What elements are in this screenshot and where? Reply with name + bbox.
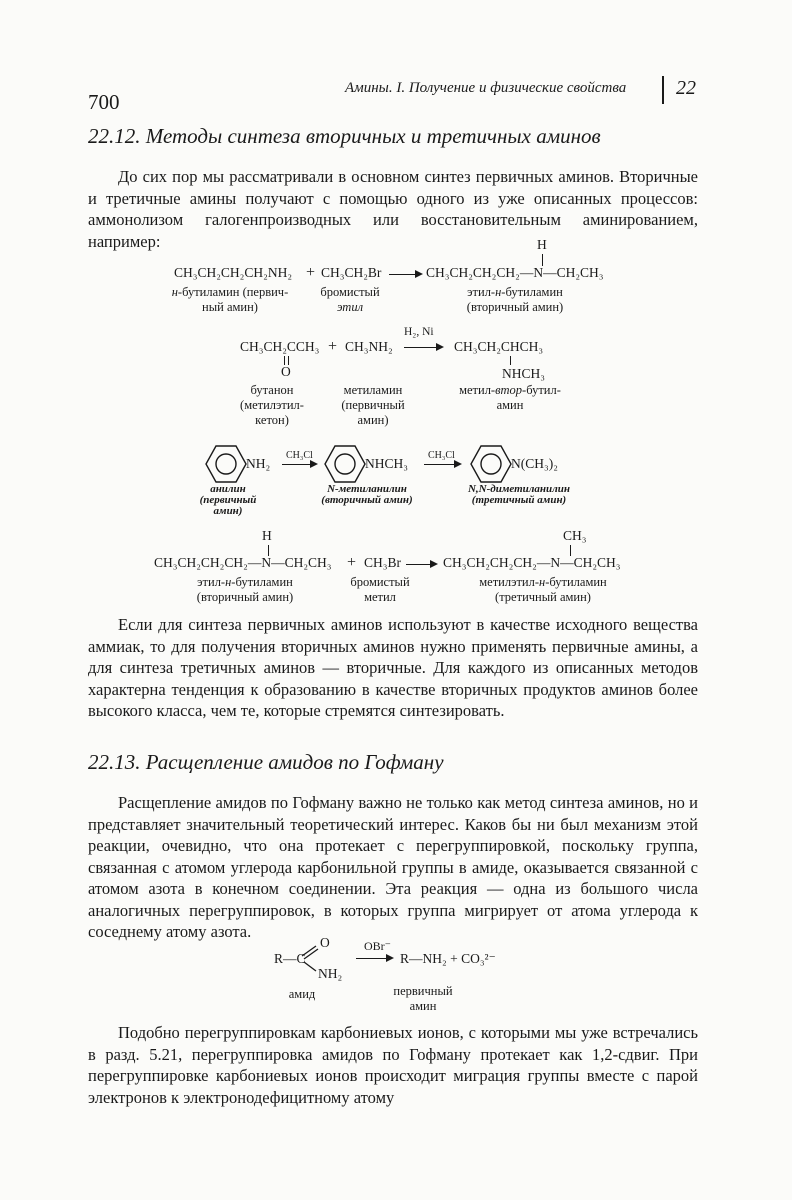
r2-conditions: H₂, Ni [404, 326, 434, 338]
r1-reactant-1: CH₃CH₂CH₂CH₂NH₂ [174, 265, 293, 280]
r4-label-3 [468, 575, 618, 605]
r4-label-2 [340, 575, 420, 605]
r2-arrow [404, 347, 442, 348]
r4-l1-end: -бутиламин [231, 575, 293, 589]
r1-plus: + [306, 264, 316, 281]
r3-label-3: N,N-диметиланилин (третичный амин) [467, 483, 571, 506]
r2-label-1: бутанон (метилэтил- кетон) [240, 383, 304, 427]
r2-reactant-1: CH₃CH₂CCH₃ [240, 339, 320, 354]
r3-reagent-1: CH₃Cl [286, 450, 313, 461]
hofmann-paragraph-1 [88, 792, 698, 943]
r4-l3-end: -бутиламин [545, 575, 607, 589]
r1-l1-italic: н [171, 285, 178, 299]
r1-arrow [389, 274, 421, 275]
r4-arrow [406, 564, 436, 565]
r4-h-atom: H [262, 528, 272, 543]
r4-l2-line2: метил [364, 590, 396, 604]
hofmann-text-2: Подобно перегруппировкам карбониевых ионов, с которыми мы уже встречались в разд. 5.21, перегруппировка амидов по Гофману протекает как 1,2-сдвиг. При перегруппировке карбониевых ионов происходит миграция группы вместе с парой электронов к электронодефицитному атому [88, 1023, 698, 1107]
hr-r-group: R—C [274, 951, 306, 966]
r4-plus: + [347, 554, 357, 571]
r1-reactant-2: CH₃CH₂Br [321, 265, 382, 280]
r1-reactant-2-label [310, 285, 390, 315]
r1-h-atom: H [537, 237, 547, 252]
r4-l3-line2: (третичный амин) [495, 590, 591, 604]
r4-reactant-1: CH₃CH₂CH₂CH₂—N—CH₂CH₃ [154, 555, 332, 570]
r4-reactant-2: CH₃Br [364, 555, 401, 570]
r1-l2-line1: бромистый [320, 285, 380, 299]
r4-l1-line2: (вторичный амин) [196, 590, 294, 604]
r1-l1-rest: -бутиламин (первич- [177, 285, 289, 299]
hr-label-1: амид [288, 987, 316, 1001]
r2-label-3 [440, 383, 580, 413]
section-title-22-13: 22.13. Расщепление амидов по Гофману [88, 750, 444, 774]
header-divider [662, 76, 664, 104]
hofmann-paragraph-2 [88, 1022, 698, 1108]
r3-reagent-2: CH₃Cl [428, 450, 455, 461]
r2-l3-italic: втор [495, 383, 523, 397]
r1-l2-line2: этил [336, 300, 364, 314]
section-title-22-12: 22.12. Методы синтеза вторичных и третичных аминов [88, 124, 601, 148]
page-number: 700 [88, 90, 120, 114]
chapter-number: 22 [676, 77, 696, 99]
r4-l3-italic: н [539, 575, 546, 589]
r4-l3-start: метилэтил- [479, 575, 540, 589]
r4-methyl: CH₃ [563, 528, 587, 543]
hofmann-text-1: Расщепление амидов по Гофману важно не только как метод синтеза аминов, но и представляет значительный теоретический интерес. Каков бы ни был механизм этой реакции, очевидно, что она протекает с перегруппировкой, поскольку группа, связанная с атомом углерода карбонильной группы в амиде, оказывается связанной с атомом азота в конечном соединении. Эта реакция — одна из большого числа аналогичных перегруппировок, в которых группа мигрирует от атома углерода к соседнему атому азота. [88, 793, 698, 941]
r4-product: CH₃CH₂CH₂CH₂—N—CH₂CH₃ [443, 555, 621, 570]
r1-product-label [445, 285, 585, 315]
r1-l3-italic: н [495, 285, 502, 299]
benzene-ring-3 [470, 444, 512, 484]
r3-ring1-group: NH₂ [246, 456, 271, 471]
hr-label-2: первичный амин [393, 984, 453, 1013]
r3-label-1: анилин (первичный амин) [199, 483, 257, 517]
intro-text: До сих пор мы рассматривали в основном синтез первичных аминов. Вторичные и третичные амины получают с помощью одного из уже описанных процессов: аммонолизом галогенпроизводных или восстановительным аминированием, например: [88, 167, 698, 251]
r1-l3-line2: (вторичный амин) [466, 300, 564, 314]
r3-arrow-1 [282, 464, 316, 465]
r2-l3-end: -бутил- [522, 383, 561, 397]
r2-plus: + [328, 338, 338, 355]
conclusion-text: Если для синтеза первичных аминов используют в качестве исходного вещества аммиак, то для получения вторичных аминов нужно применять первичные амины, а для синтеза третичных аминов — вторичные. Для каждого из описанных методов характерна тенденция к образованию в качестве вторичных продуктов аминов более высокого класса, чем те, которые стремятся синтезировать. [88, 615, 698, 720]
r3-label-2: N-метиланилин (вторичный амин) [321, 483, 413, 506]
r1-l3-end: -бутиламин [501, 285, 563, 299]
hr-nh2: NH₂ [318, 966, 343, 981]
hr-arrow [356, 958, 392, 959]
r4-label-1 [180, 575, 310, 605]
r1-reactant-1-label [160, 285, 300, 315]
r2-l3-line2: амин [496, 398, 524, 412]
r4-l1-start: этил- [197, 575, 226, 589]
r4-l1-italic: н [225, 575, 232, 589]
r1-product: CH₃CH₂CH₂CH₂—N—CH₂CH₃ [426, 265, 604, 280]
hr-products: R—NH₂ + CO₃²⁻ [400, 951, 496, 966]
r3-ring3-group: N(CH₃)₂ [511, 456, 558, 471]
r2-l3-start: метил- [459, 383, 496, 397]
r2-label-2: метиламин (первичный амин) [341, 383, 405, 427]
r1-l1-line2: ный амин) [202, 300, 258, 314]
conclusion-paragraph [88, 614, 698, 722]
r3-arrow-2 [424, 464, 460, 465]
r2-reactant-2: CH₃NH₂ [345, 339, 393, 354]
r1-l3-start: этил- [467, 285, 496, 299]
intro-paragraph [88, 166, 698, 252]
r2-product: CH₃CH₂CHCH₃ [454, 339, 544, 354]
benzene-ring-2 [324, 444, 366, 484]
hr-reagent: OBr⁻ [364, 939, 391, 953]
hr-oxygen: O [320, 935, 330, 950]
benzene-ring-1 [205, 444, 247, 484]
r2-oxygen: O [281, 364, 291, 379]
r3-ring2-group: NHCH₃ [365, 456, 408, 471]
r4-l2-line1: бромистый [350, 575, 410, 589]
r2-n-bond [510, 356, 511, 365]
running-title: Амины. I. Получение и физические свойства [345, 80, 627, 96]
r2-product-sub: NHCH₃ [502, 366, 545, 381]
